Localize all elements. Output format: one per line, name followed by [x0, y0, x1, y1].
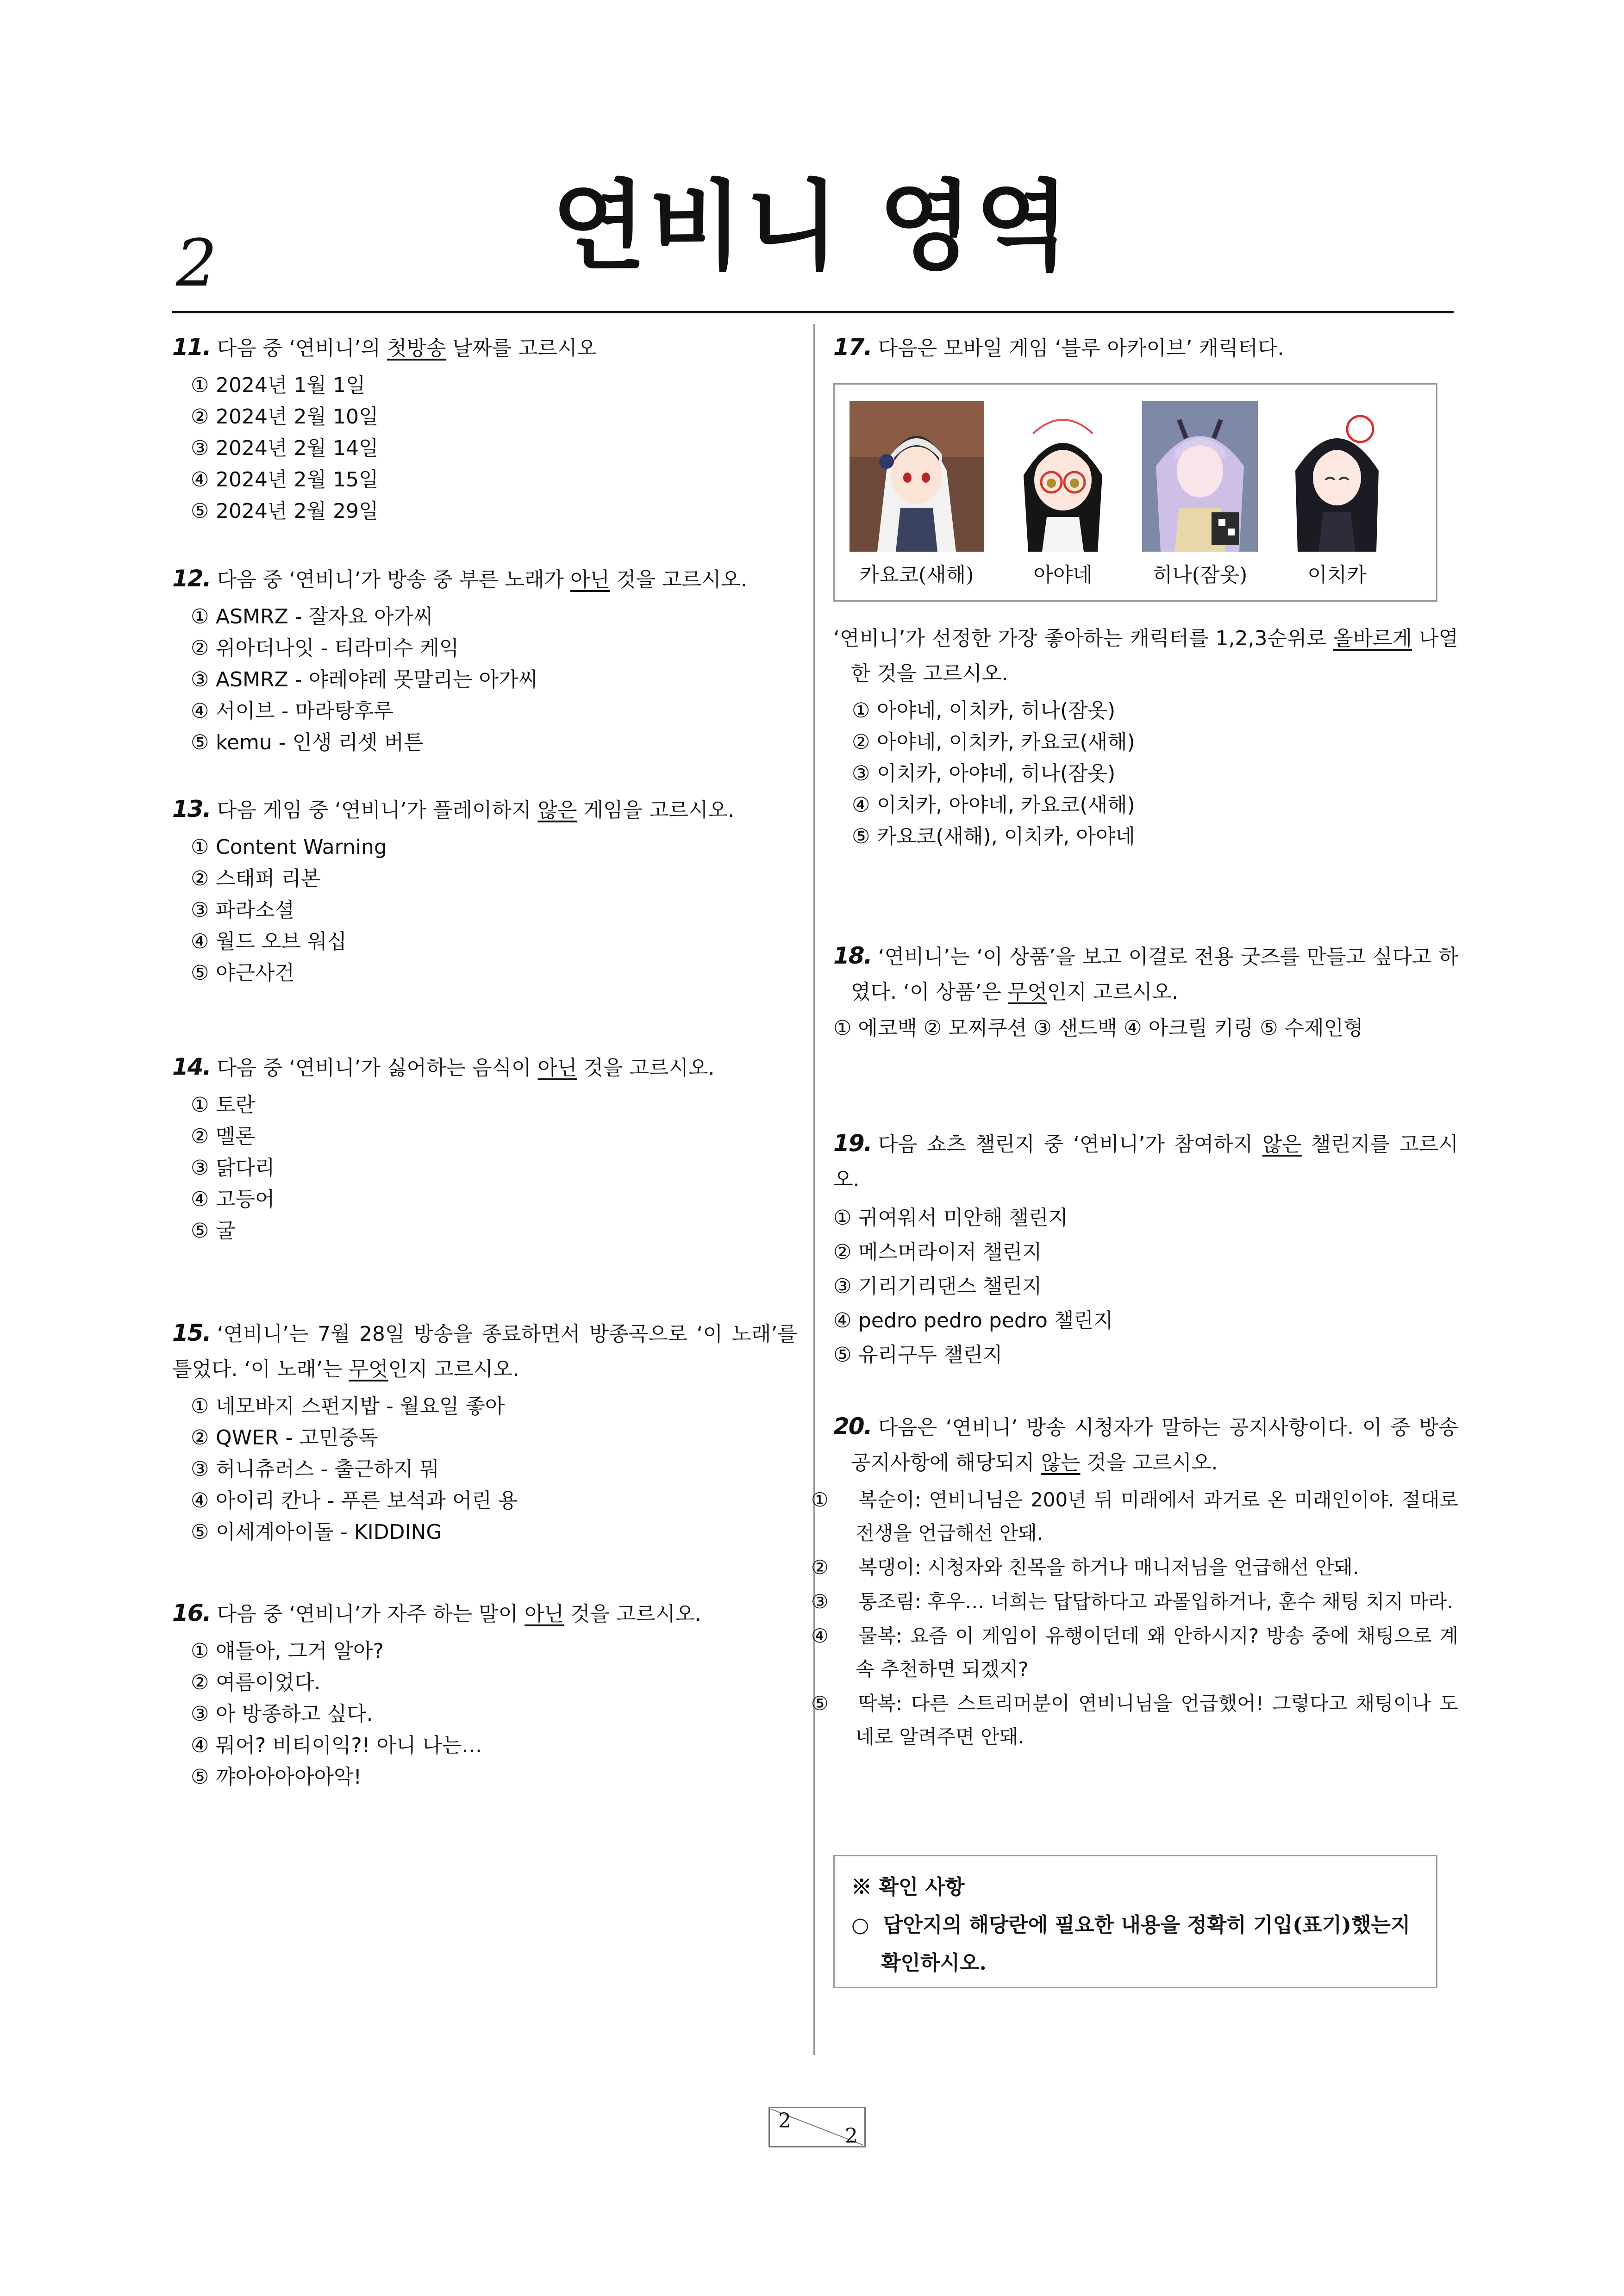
question-number: 13.: [172, 796, 211, 822]
choice[interactable]: ② 복댕이: 시청자와 친목을 하거나 매니저님을 언급해선 안돼.: [811, 1556, 1359, 1579]
choice[interactable]: ④ 월드 오브 워십: [191, 930, 347, 953]
question-stem: 11. 다음 중 ‘연비니’의 첫방송 날짜를 고르시오: [172, 334, 597, 361]
choice[interactable]: ② 메스머라이저 챌린지: [833, 1240, 1042, 1264]
choice[interactable]: ② 멜론: [191, 1125, 256, 1148]
footer-current-page: 2: [778, 2109, 791, 2133]
question-stem: 20. 다음은 ‘연비니’ 방송 시청자가 말하는 공지사항이다. 이 중 방송 공지사항에 해당되지 않는 것을 고르시오.: [833, 1413, 1458, 1475]
question-18: [833, 938, 1458, 1044]
question-20: [811, 1409, 1458, 1755]
character-image-box: [833, 383, 1437, 602]
check-notice-title: ※ 확인 사항: [851, 1875, 965, 1899]
question-number: 20.: [833, 1413, 872, 1440]
question-19: [833, 1126, 1458, 1372]
choice[interactable]: ① 토란: [191, 1093, 256, 1117]
question-number: 12.: [172, 565, 211, 592]
check-notice-item: ○ 답안지의 해당란에 필요한 내용을 정확히 기입(표기)했는지 확인하시오.: [851, 1913, 1411, 1975]
question-stem: 17. 다음은 모바일 게임 ‘블루 아카이브’ 캐릭터다.: [833, 334, 1284, 361]
question-16: [172, 1595, 797, 1793]
choice-line[interactable]: ① 에코백 ② 모찌쿠션 ③ 샌드백 ④ 아크릴 키링 ⑤ 수제인형: [833, 1016, 1363, 1040]
question-stem: 14. 다음 중 ‘연비니’가 싫어하는 음식이 아닌 것을 고르시오.: [172, 1053, 715, 1080]
choice-list: [191, 1636, 797, 1793]
question-12: [172, 561, 797, 759]
question-number: 18.: [833, 942, 872, 969]
choice[interactable]: ② 아야네, 이치카, 카요코(새해): [852, 730, 1135, 754]
choice[interactable]: ② 2024년 2월 10일: [191, 405, 379, 429]
question-number: 14.: [172, 1053, 211, 1080]
choice-list: [833, 1201, 1458, 1372]
question-stem: 16. 다음 중 ‘연비니’가 자주 하는 말이 아닌 것을 고르시오.: [172, 1599, 702, 1626]
choice[interactable]: ④ 물복: 요즘 이 게임이 유행이던데 왜 안하시지? 방송 중에 채팅으로 계속 추천하면 되겠지?: [811, 1624, 1458, 1680]
choice-list: [191, 1089, 797, 1247]
choice-list: [191, 1391, 797, 1548]
choice[interactable]: ⑤ 굴: [191, 1219, 236, 1243]
page-number: 2: [176, 226, 218, 301]
question-stem: 13. 다음 게임 중 ‘연비니’가 플레이하지 않은 게임을 고르시오.: [172, 796, 735, 822]
character-card: [996, 401, 1130, 588]
choice[interactable]: ① 네모바지 스펀지밥 - 월요일 좋아: [191, 1394, 505, 1418]
choice[interactable]: ⑤ 카요코(새해), 이치카, 아야네: [852, 825, 1135, 848]
footer-total-pages: 2: [845, 2124, 858, 2148]
character-portrait: [849, 401, 984, 552]
choice[interactable]: ① 복순이: 연비니님은 200년 뒤 미래에서 과거로 온 미래인이야. 절대로 전생을 언급해선 안돼.: [811, 1488, 1458, 1544]
character-name: 카요코(새해): [859, 563, 974, 587]
question-number: 17.: [833, 334, 872, 361]
choice[interactable]: ③ 닭다리: [191, 1156, 275, 1180]
choice[interactable]: ③ 아 방종하고 싶다.: [191, 1702, 373, 1726]
choice[interactable]: ④ 서이브 - 마라탕후루: [191, 699, 394, 723]
question-17-prompt: [833, 621, 1458, 852]
question-17: [833, 330, 1458, 366]
question-11: [172, 330, 797, 527]
character-card: [1279, 401, 1395, 588]
choice[interactable]: ④ pedro pedro pedro 챌린지: [833, 1309, 1113, 1332]
choice[interactable]: ① 아야네, 이치카, 히나(잠옷): [852, 699, 1116, 722]
header-divider: [172, 311, 1454, 313]
choice[interactable]: ③ ASMRZ - 야레야레 못말리는 아가씨: [191, 668, 538, 691]
choice[interactable]: ⑤ 2024년 2월 29일: [191, 499, 379, 523]
question-stem: 12. 다음 중 ‘연비니’가 방송 중 부른 노래가 아닌 것을 고르시오.: [172, 565, 748, 592]
character-name: 이치카: [1307, 563, 1367, 587]
choice[interactable]: ③ 허니츄러스 - 출근하지 뭐: [191, 1457, 439, 1481]
question-stem: ‘연비니’가 선정한 가장 좋아하는 캐릭터를 1,2,3순위로 올바르게 나열한 것을 고르시오.: [833, 627, 1458, 685]
choice[interactable]: ④ 아이리 칸나 - 푸른 보석과 어린 용: [191, 1489, 518, 1512]
choice[interactable]: ③ 2024년 2월 14일: [191, 436, 379, 460]
choice[interactable]: ① ASMRZ - 잘자요 아가씨: [191, 605, 433, 628]
choice[interactable]: ① 얘들아, 그거 알아?: [191, 1639, 384, 1663]
question-14: [172, 1049, 797, 1247]
check-notice-box: [833, 1855, 1437, 1988]
question-15: [172, 1315, 797, 1548]
question-number: 16.: [172, 1599, 211, 1626]
choice[interactable]: ⑤ 이세계아이돌 - KIDDING: [191, 1520, 442, 1544]
choice[interactable]: ③ 파라소셜: [191, 898, 295, 922]
choice-list: [191, 832, 797, 989]
choice[interactable]: ② 여름이었다.: [191, 1671, 321, 1694]
footer-page-indicator: [768, 2107, 866, 2147]
character-portrait: [1279, 401, 1395, 552]
character-card: [1142, 401, 1258, 588]
choice[interactable]: ② QWER - 고민중독: [191, 1426, 378, 1450]
column-divider: [813, 324, 815, 2055]
question-stem: 18. ‘연비니’는 ‘이 상품’을 보고 이걸로 전용 굿즈를 만들고 싶다고 하였다. ‘이 상품’은 무엇인지 고르시오.: [833, 942, 1458, 1004]
choice[interactable]: ④ 이치카, 아야네, 카요코(새해): [852, 793, 1135, 817]
choice-list: [811, 1483, 1458, 1754]
choice[interactable]: ③ 통조림: 후우… 너희는 답답하다고 과몰입하거나, 훈수 채팅 치지 마라.: [811, 1590, 1454, 1613]
section-title: 연비니 영역: [552, 170, 1072, 283]
question-number: 19.: [833, 1130, 872, 1157]
question-stem: 19. 다음 쇼츠 챌린지 중 ‘연비니’가 참여하지 않은 챌린지를 고르시오.: [833, 1130, 1459, 1191]
choice[interactable]: ② 위아더나잇 - 티라미수 케익: [191, 636, 459, 660]
choice-list: [191, 601, 797, 759]
question-13: [172, 791, 797, 989]
choice[interactable]: ⑤ 딱복: 다른 스트리머분이 연비니님을 언급했어! 그렇다고 채팅이나 도네로 알려주면 안돼.: [811, 1692, 1458, 1748]
choice[interactable]: ④ 고등어: [191, 1188, 275, 1211]
choice[interactable]: ④ 2024년 2월 15일: [191, 468, 379, 492]
choice[interactable]: ② 스태퍼 리본: [191, 867, 321, 890]
choice[interactable]: ① 2024년 1월 1일: [191, 373, 366, 397]
question-stem: 15. ‘연비니’는 7월 28일 방송을 종료하면서 방종곡으로 ‘이 노래’를 틀었다. ‘이 노래’는 무엇인지 고르시오.: [172, 1319, 797, 1381]
bullet-icon: ○: [851, 1913, 869, 1937]
character-card: [849, 401, 984, 588]
character-portrait: [996, 401, 1130, 552]
choice[interactable]: ③ 이치카, 아야네, 히나(잠옷): [852, 762, 1116, 785]
choice[interactable]: ⑤ 꺄아아아아아악!: [191, 1765, 362, 1789]
choice[interactable]: ① 귀여워서 미안해 챌린지: [833, 1206, 1068, 1230]
choice[interactable]: ⑤ kemu - 인생 리셋 버튼: [191, 731, 424, 754]
character-name: 히나(잠옷): [1152, 563, 1248, 587]
question-number: 11.: [172, 334, 211, 361]
character-portrait: [1142, 401, 1258, 552]
character-name: 아야네: [1033, 563, 1093, 587]
choice[interactable]: ① Content Warning: [191, 835, 387, 859]
choice[interactable]: ⑤ 야근사건: [191, 961, 295, 985]
choice[interactable]: ③ 기리기리댄스 챌린지: [833, 1275, 1042, 1298]
choice[interactable]: ⑤ 유리구두 챌린지: [833, 1343, 1003, 1367]
choice[interactable]: ④ 뭐어? 비티이익?! 아니 나는…: [191, 1734, 482, 1757]
choice-list: [191, 370, 797, 527]
choice-list: [852, 695, 1458, 852]
question-number: 15.: [172, 1319, 211, 1346]
